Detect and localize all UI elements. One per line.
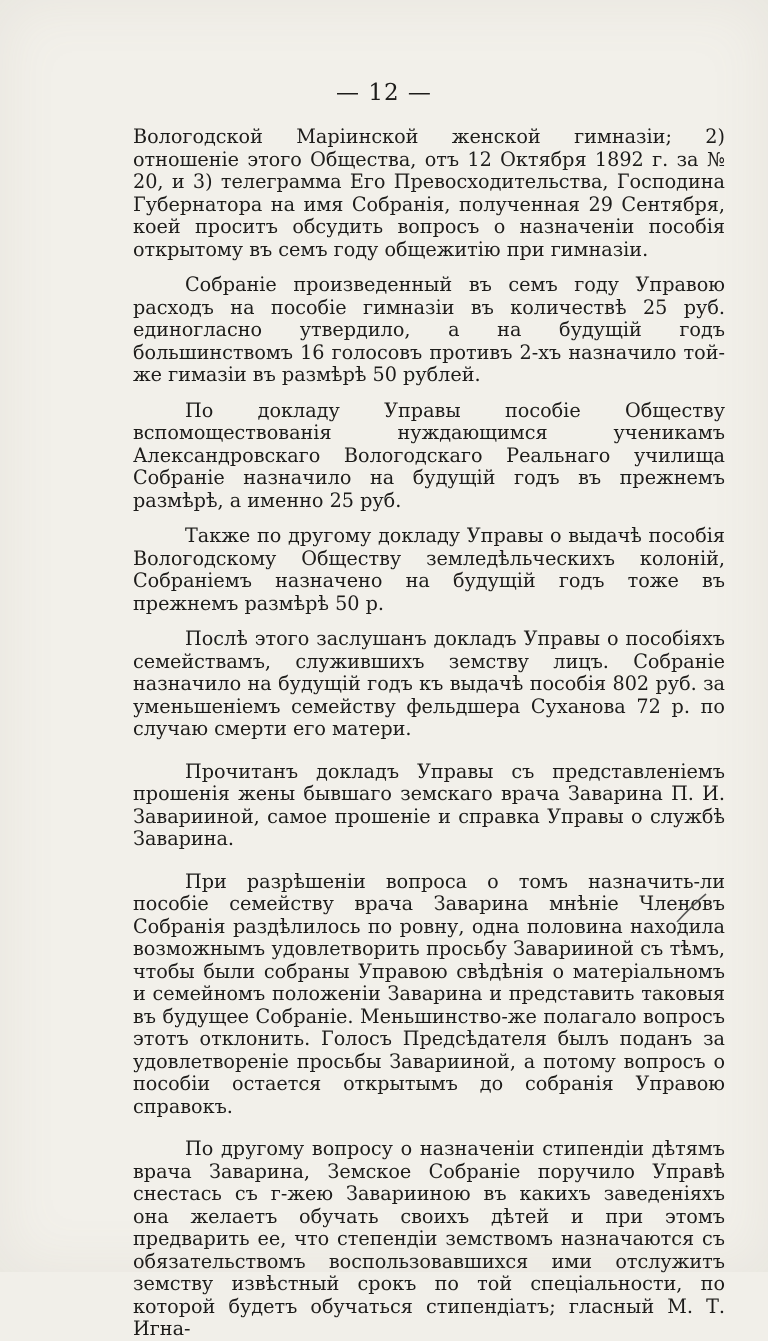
paragraph-3: По докладу Управы пособіе Обществу вспомоществованія нуждающимся ученикамъ Александровскаго Вологодскаго Реальнаго училища Собраніе назначило на будущій годъ въ прежнемъ размѣрѣ, а именно 25 руб. [133, 398, 725, 512]
paragraph-7: При разрѣшеніи вопроса о томъ назначить-ли пособіе семейству врача Заварина мнѣніе Членовъ Собранія раздѣлилось по ровну, одна половина находила возможнымъ удовлетворить просьбу Заварииной съ тѣмъ, чтобы были собраны Управою свѣдѣнія о матеріальномъ и семейномъ положеніи Заварина и представить таковыя въ будущее Собраніе. Меньшинство-же полагало вопросъ этотъ отклонить. Голосъ Предсѣдателя былъ поданъ за удовлетвореніе просьбы Заварииной, а потому вопросъ о пособіи остается открытымъ до собранія Управою справокъ. [133, 869, 725, 1118]
paragraph-8: По другому вопросу о назначеніи стипендіи дѣтямъ врача Заварина, Земское Собраніе поручило Управѣ снестась съ г-жею Заварииною въ какихъ заведеніяхъ она желаетъ обучать своихъ дѣтей и при этомъ предварить ее, что степендіи земствомъ назначаются съ обязательствомъ воспользовавшихся ими отслужитъ земству извѣстный срокъ по той спеціальности, по которой будетъ обучаться стипендіатъ; гласный М. Т. Игна- [133, 1137, 725, 1340]
paragraph-2: Собраніе произведенный въ семъ году Управою расходъ на пособіе гимназіи въ количествѣ 25 руб. единогласно утвердило, а на будущій годъ большинствомъ 16 голосовъ противъ 2-хъ назначило той-же гимазіи въ размѣрѣ 50 рублей. [133, 273, 725, 386]
body-text [133, 126, 725, 1341]
paragraph-4: Также по другому докладу Управы о выдачѣ пособія Вологодскому Обществу земледѣльческихъ колоній, Собраніемъ назначено на будущій годъ тоже въ прежнемъ размѣрѣ 50 р. [133, 524, 725, 615]
page-number: — 12 — [336, 80, 432, 106]
paragraph-6: Прочитанъ докладъ Управы съ представленіемъ прошенія жены бывшаго земскаго врача Заварина П. И. Заварииной, самое прошеніе и справка Управы о службѣ Заварина. [133, 759, 725, 850]
paragraph-1: Вологодской Маріинской женской гимназіи; 2) отношеніе этого Общества, отъ 12 Октября 1892 г. за № 20, и 3) телеграмма Его Превосходительства, Господина Губернатора на имя Собранія, полученная 29 Сентября, коей проситъ обсудить вопросъ о назначеніи пособія открытому въ семъ году общежитію при гимназіи. [133, 125, 725, 261]
paragraph-5: Послѣ этого заслушанъ докладъ Управы о пособіяхъ семействамъ, служившихъ земству лицъ. Собраніе назначило на будущій годъ къ выдачѣ пособія 802 руб. за уменьшеніемъ семейству фельдшера Суханова 72 р. по случаю смерти его матери. [133, 627, 725, 740]
